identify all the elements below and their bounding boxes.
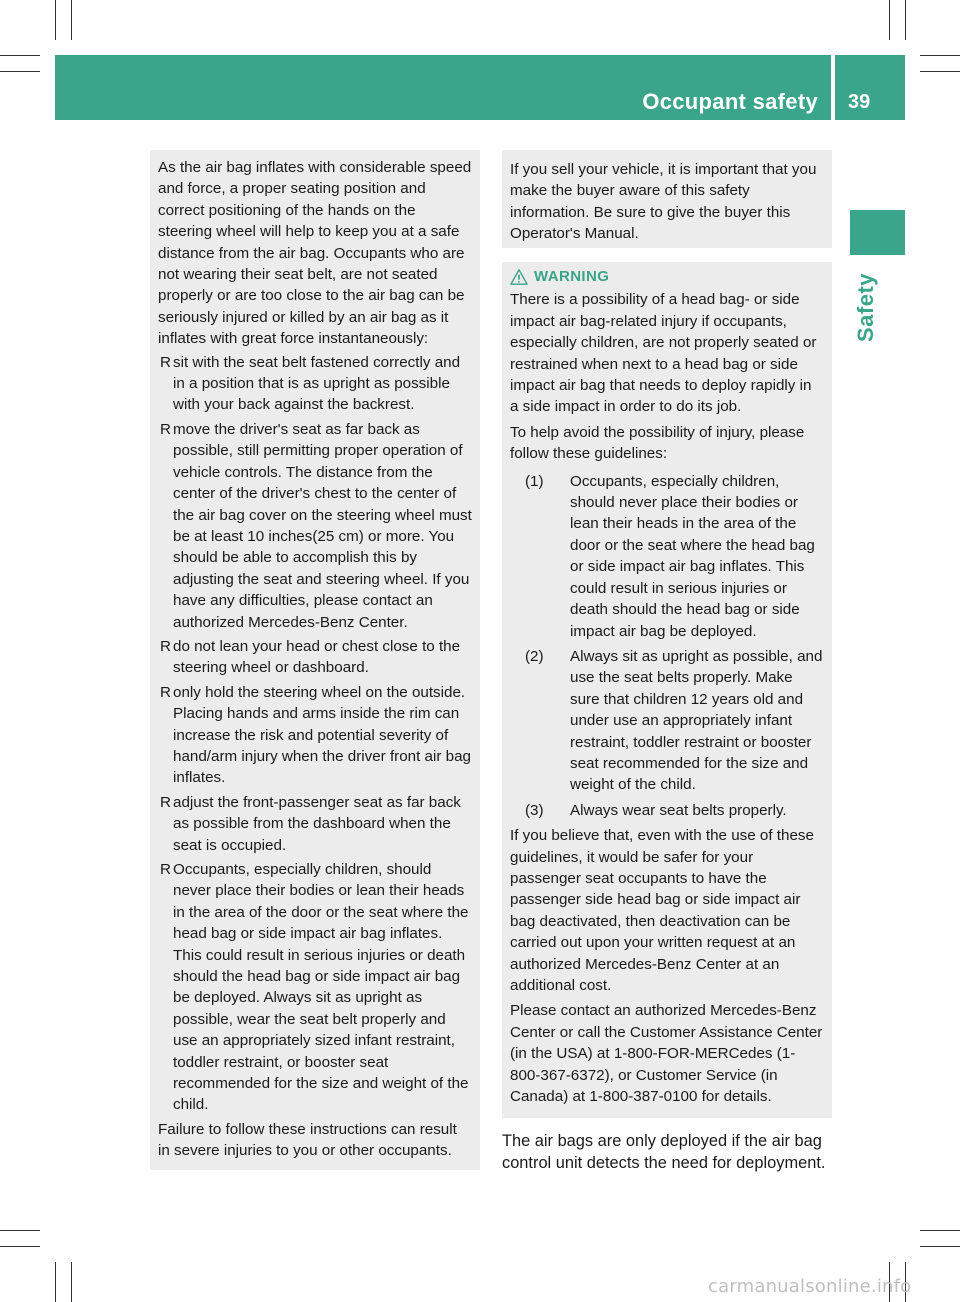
crop-mark	[920, 1246, 960, 1247]
header-separator	[831, 55, 835, 120]
resale-note-text: If you sell your vehicle, it is important that you make the buyer aware of this safety information. Be sure to give the buyer this Operator's Manual.	[510, 161, 817, 243]
list-item-text: only hold the steering wheel on the outside. Placing hands and arms inside the rim can increase the risk and potential severity of hand/arm injury when the driver front air bag inflates.	[173, 683, 471, 787]
list-item	[510, 646, 824, 796]
warning-paragraph: Please contact an authorized Mercedes-Benz Center or call the Customer Assistance Center (in the USA) at 1-800-FOR-MERCedes (1-800-367-6372), or Customer Service (in Canada) at 1-800-387-0100 for details.	[510, 1002, 823, 1106]
crop-mark	[0, 71, 40, 72]
warning-paragraph: To help avoid the possibility of injury, please follow these guidelines:	[510, 423, 805, 463]
list-item-text: move the driver's seat as far back as possible, still permitting proper operation of vehicle controls. The distance from the center of the driver's chest to the center of the air bag cover on the steering wheel must be at least 10 inches(25 cm) or more. You should be able to accomplish this by adjusting the seat and steering wheel. If you have any difficulties, please contact an authorized Mercedes-Benz Center.	[173, 420, 472, 631]
chapter-tab	[850, 210, 905, 255]
warning-header	[510, 266, 824, 287]
warning-triangle-icon	[510, 268, 528, 286]
crop-mark	[0, 55, 40, 56]
list-item	[510, 800, 824, 821]
crop-mark	[920, 55, 960, 56]
list-item-text: Occupants, especially children, should never place their bodies or lean their heads in the area of the door or the seat where the head bag or side impact air bag inflates. This could result in serious injuries or death should the head bag or side impact air bag be deployed.	[570, 472, 815, 640]
list-item	[510, 471, 824, 642]
crop-mark	[905, 0, 906, 40]
resale-note-box	[502, 150, 832, 248]
warning-label: WARNING	[534, 268, 610, 285]
list-item-text: Always sit as upright as possible, and use the seat belts properly. Make sure that children 12 years old and under use an appropriately infant restraint, toddler restraint or booster seat recommended for the size and weight of the child.	[570, 647, 823, 794]
list-item	[158, 859, 472, 1116]
crop-mark	[71, 0, 72, 40]
bullet-icon: R	[160, 637, 171, 655]
list-item	[158, 636, 472, 679]
warning-box	[502, 262, 832, 1118]
intro-paragraph: As the air bag inflates with considerable speed and force, a proper seating position and correct positioning of the hands on the steering wheel will help to keep you at a safe distance from the air bag. Occupants who are not wearing their seat belt, are not seated properly or are too close to the air bag can be seriously injured or killed by an air bag as it inflates with great force instantaneously:	[158, 159, 472, 348]
list-item-text: adjust the front-passenger seat as far back as possible from the dashboard when the seat is occupied.	[173, 793, 461, 854]
list-item	[158, 792, 472, 856]
bullet-icon: R	[160, 683, 171, 701]
bullet-list	[158, 352, 472, 1116]
list-item	[158, 352, 472, 416]
closing-paragraph: Failure to follow these instructions can result in severe injuries to you or other occupants.	[158, 1120, 457, 1160]
list-item-number: (1)	[525, 472, 544, 490]
bullet-icon: R	[160, 420, 171, 438]
watermark: carmanualsonline.info	[708, 1276, 912, 1297]
bullet-icon: R	[160, 793, 171, 811]
warning-paragraph: If you believe that, even with the use of these guidelines, it would be safer for your passenger seat occupants to have the passenger side head bag or side impact air bag deactivated, then deactivation can be carried out upon your written request at an authorized Mercedes-Benz Center at an additional cost.	[510, 827, 814, 994]
crop-mark	[889, 0, 890, 40]
crop-mark	[920, 1230, 960, 1231]
section-title: Occupant safety	[642, 89, 818, 114]
list-item-text: Occupants, especially children, should never place their bodies or lean their heads in the area of the door or the seat where the head bag or side impact air bag inflates. This could result in serious injuries or death should the head bag or side impact air bag be deployed. Always sit as upright as possible, wear the seat belt properly and use an appropriately sized infant restraint, toddler restraint, or booster seat recommended for the size and weight of the child.	[173, 861, 469, 1114]
crop-mark	[55, 0, 56, 40]
warning-paragraph: There is a possibility of a head bag- or side impact air bag-related injury if occupants, especially children, are not properly seated or restrained when next to a head bag or side impact air bag that needs to deploy rapidly in a side impact in order to do its job.	[510, 291, 817, 416]
page-number: 39	[848, 91, 871, 113]
list-item-text: Always wear seat belts properly.	[570, 801, 787, 819]
crop-mark	[71, 1262, 72, 1302]
list-item	[158, 682, 472, 789]
guideline-list	[510, 471, 824, 822]
crop-mark	[920, 71, 960, 72]
chapter-label: Safety	[853, 272, 878, 342]
crop-mark	[0, 1230, 40, 1231]
left-text-box	[150, 150, 480, 1170]
deployment-note: The air bags are only deployed if the air bag control unit detects the need for deployment.	[502, 1132, 826, 1172]
crop-mark	[0, 1246, 40, 1247]
list-item-text: do not lean your head or chest close to the steering wheel or dashboard.	[173, 637, 461, 677]
list-item-text: sit with the seat belt fastened correctly and in a position that is as upright as possible with your back against the backrest.	[173, 353, 461, 414]
list-item	[158, 419, 472, 633]
bullet-icon: R	[160, 861, 171, 878]
list-item-number: (2)	[525, 647, 544, 665]
bullet-icon: R	[160, 353, 171, 371]
list-item-number: (3)	[525, 801, 544, 819]
crop-mark	[55, 1262, 56, 1302]
